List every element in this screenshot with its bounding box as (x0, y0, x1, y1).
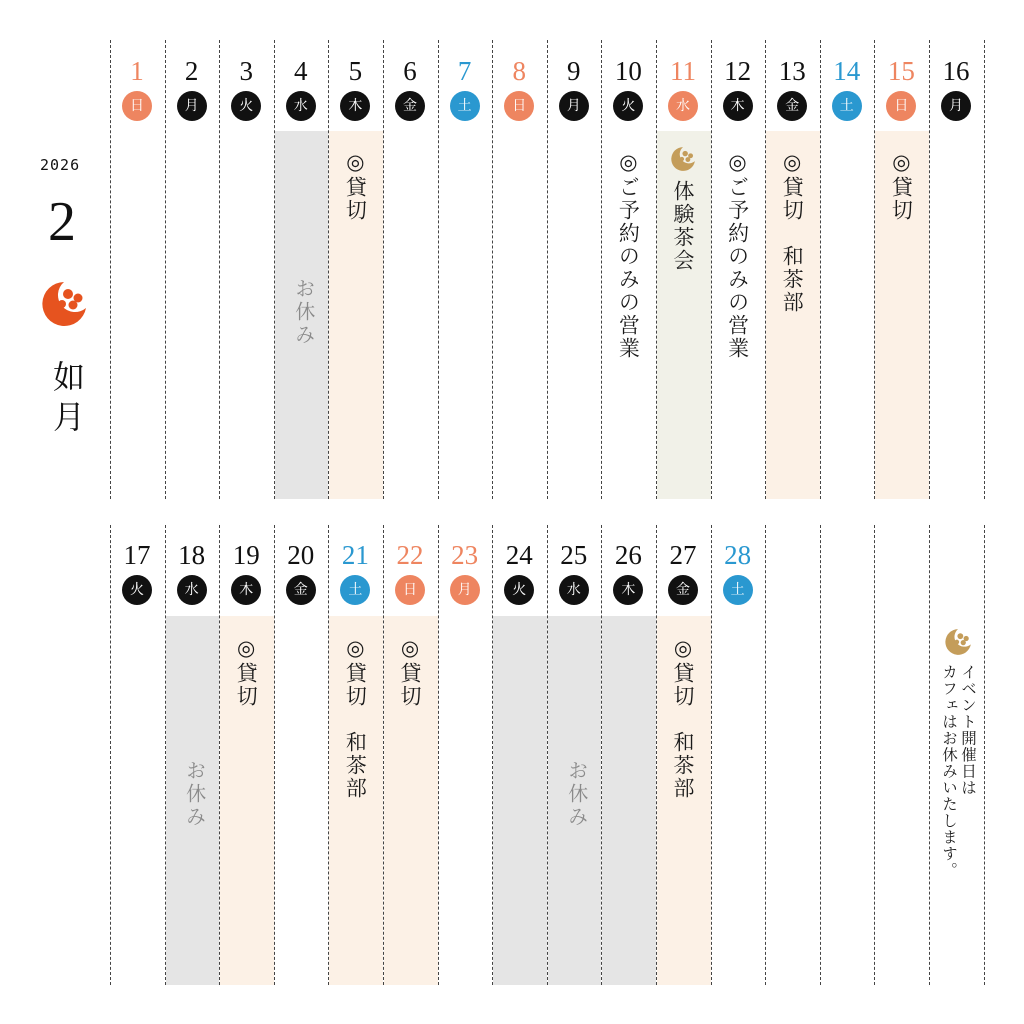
weekday-badge: 土 (340, 575, 370, 605)
weekday-badge: 金 (286, 575, 316, 605)
closed-label: お休み (291, 278, 316, 347)
weekday-badge: 土 (450, 91, 480, 121)
tea-event-icon (670, 146, 696, 172)
crescent-flower-logo-icon (40, 280, 88, 328)
column-divider (929, 40, 930, 499)
weekday-badge: 土 (832, 91, 862, 121)
weekday-badge: 木 (613, 575, 643, 605)
crescent-flower-small-icon (944, 628, 972, 656)
column-divider (110, 40, 111, 499)
day-note: ◎貸切 和茶部 (780, 150, 805, 314)
day-number[interactable]: 14 (833, 56, 861, 86)
weekday-badge: 木 (340, 91, 370, 121)
column-divider (820, 40, 821, 499)
closed-label: お休み (564, 760, 589, 829)
year-label: 2026 (40, 156, 81, 174)
weekday-badge: 木 (231, 575, 261, 605)
day-number[interactable]: 26 (614, 540, 642, 570)
day-number[interactable]: 9 (567, 56, 581, 86)
column-divider (984, 40, 985, 499)
weekday-badge: 月 (941, 91, 971, 121)
day-number[interactable]: 27 (669, 540, 697, 570)
day-number[interactable]: 13 (778, 56, 806, 86)
weekday-badge: 月 (177, 91, 207, 121)
column-divider (492, 40, 493, 499)
day-number[interactable]: 15 (887, 56, 915, 86)
day-number[interactable]: 19 (232, 540, 260, 570)
day-note: ◎貸切 (234, 636, 259, 708)
weekday-badge: 金 (395, 91, 425, 121)
day-number[interactable]: 5 (348, 56, 363, 86)
weekday-badge: 火 (504, 575, 534, 605)
day-number[interactable]: 10 (614, 56, 642, 86)
day-number[interactable]: 6 (403, 56, 417, 86)
day-number[interactable]: 21 (341, 540, 369, 570)
weekday-badge: 金 (777, 91, 807, 121)
day-note: ◎貸切 (889, 150, 914, 222)
day-band-closed (493, 616, 547, 985)
weekday-badge: 日 (504, 91, 534, 121)
column-divider (438, 525, 439, 985)
day-number[interactable]: 23 (451, 540, 479, 570)
column-divider (274, 525, 275, 985)
footnote-line-1: イベント開催日は (959, 664, 977, 796)
column-divider (765, 525, 766, 985)
column-divider (874, 525, 875, 985)
column-divider (711, 525, 712, 985)
footnote-line-2: カフェはお休みいたします。 (940, 664, 958, 879)
weekday-badge: 月 (559, 91, 589, 121)
day-number[interactable]: 18 (178, 540, 206, 570)
column-divider (547, 40, 548, 499)
day-number[interactable]: 25 (560, 540, 588, 570)
day-band-closed (602, 616, 656, 985)
weekday-badge: 火 (122, 575, 152, 605)
weekday-badge: 土 (723, 575, 753, 605)
weekday-badge: 水 (177, 575, 207, 605)
weekday-badge: 日 (122, 91, 152, 121)
day-number[interactable]: 11 (670, 56, 696, 86)
weekday-badge: 日 (395, 575, 425, 605)
weekday-badge: 月 (450, 575, 480, 605)
day-note: ◎貸切 (343, 150, 368, 222)
month-number: 2 (48, 191, 76, 253)
day-note: ◎貸切 和茶部 (671, 636, 695, 800)
day-number[interactable]: 8 (512, 56, 526, 86)
weekday-badge: 金 (668, 575, 698, 605)
day-note: ◎ご予約のみの営業 (616, 150, 641, 360)
day-number[interactable]: 3 (239, 56, 253, 86)
column-divider (711, 40, 712, 499)
month-name: 如月 (48, 360, 86, 440)
weekday-badge: 日 (886, 91, 916, 121)
day-number[interactable]: 22 (396, 540, 424, 570)
day-number[interactable]: 20 (287, 540, 315, 570)
column-divider (601, 40, 602, 499)
day-number[interactable]: 16 (942, 56, 970, 86)
day-number[interactable]: 2 (184, 56, 199, 86)
weekday-badge: 火 (231, 91, 261, 121)
weekday-badge: 木 (723, 91, 753, 121)
day-number[interactable]: 17 (123, 540, 151, 570)
day-note: ◎ご予約のみの営業 (725, 150, 750, 360)
day-note: ◎貸切 和茶部 (343, 636, 368, 800)
closed-label: お休み (182, 760, 207, 829)
day-number[interactable]: 1 (130, 56, 144, 86)
day-number[interactable]: 12 (724, 56, 752, 86)
weekday-badge: 水 (286, 91, 316, 121)
column-divider (383, 40, 384, 499)
weekday-badge: 火 (613, 91, 643, 121)
column-divider (219, 40, 220, 499)
day-note: 体験茶会 (671, 180, 695, 272)
day-number[interactable]: 4 (294, 56, 308, 86)
day-note: ◎貸切 (398, 636, 422, 708)
day-number[interactable]: 24 (505, 540, 533, 570)
column-divider (929, 525, 930, 985)
column-divider (820, 525, 821, 985)
weekday-badge: 水 (559, 575, 589, 605)
day-number[interactable]: 7 (457, 56, 472, 86)
day-number[interactable]: 28 (724, 540, 752, 570)
column-divider (438, 40, 439, 499)
weekday-badge: 水 (668, 91, 698, 121)
column-divider (110, 525, 111, 985)
column-divider (984, 525, 985, 985)
column-divider (165, 40, 166, 499)
